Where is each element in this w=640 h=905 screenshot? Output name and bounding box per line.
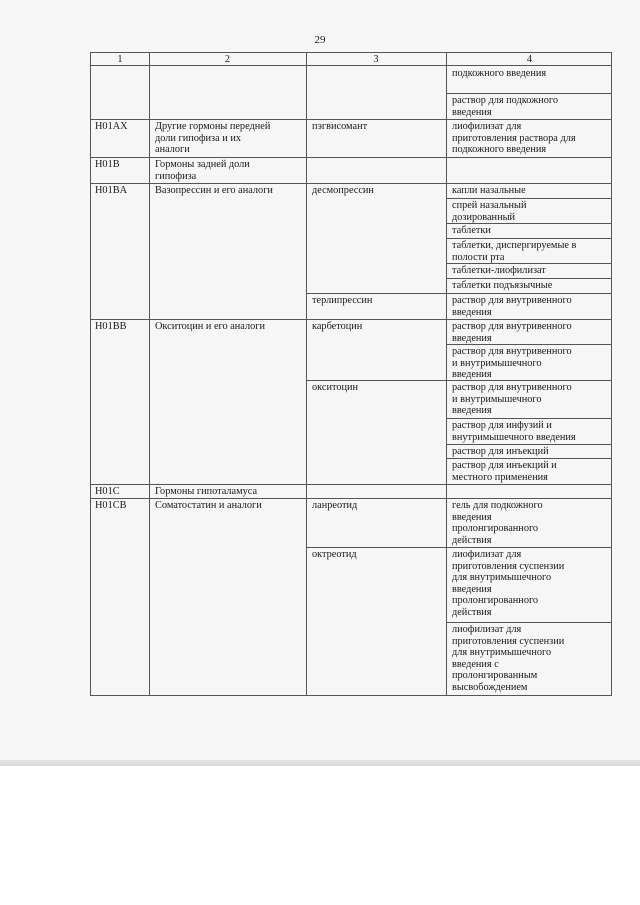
form-cell: капли назальные [452,185,526,196]
group-name: Гормоны гипоталамуса [155,486,258,497]
atc-code: H01CB [95,500,127,511]
form-divider [446,223,611,224]
form-cell: таблетки, диспергируемые в полости рта [452,240,577,263]
form-divider [446,622,611,623]
form-divider [446,458,611,459]
form-cell: раствор для подкожного введения [452,95,559,118]
form-cell: таблетки [452,225,491,236]
group-name: Другие гормоны передней доли гипофиза и их аналоги [155,121,271,156]
column-divider [149,53,150,695]
column-divider [446,53,447,695]
row-divider [91,484,611,485]
group-name: Вазопрессин и его аналоги [155,185,273,196]
form-cell: раствор для внутривенного и внутримышечного введения [452,346,572,381]
header-col-4: 4 [526,54,533,65]
atc-code: H01BB [95,321,127,332]
row-divider [446,93,611,94]
drug-name: карбетоцин [312,321,363,332]
form-divider [446,238,611,239]
group-name: Гормоны задней доли гипофиза [155,159,250,182]
drug-name: октреотид [312,549,357,560]
form-cell: лиофилизат для приготовления суспензии для внутримышечного введения с пролонгированным высвобождением [452,624,565,693]
form-cell: раствор для внутривенного введения [452,295,572,318]
row-divider [91,498,611,499]
atc-code: H01C [95,486,120,497]
drug-divider [306,293,611,294]
atc-code: H01B [95,159,120,170]
drug-table [90,52,612,696]
group-name: Окситоцин и его аналоги [155,321,265,332]
row-divider [91,119,611,120]
form-cell: таблетки-лиофилизат [452,265,546,276]
header-col-1: 1 [117,54,123,65]
row-divider [91,183,611,184]
scan-edge [0,760,640,766]
form-divider [446,198,611,199]
drug-name: окситоцин [312,382,359,393]
header-col-3: 3 [373,54,379,65]
drug-divider [306,547,611,548]
form-divider [446,444,611,445]
form-divider [446,344,611,345]
atc-code: H01BA [95,185,128,196]
group-name: Соматостатин и аналоги [155,500,262,511]
row-divider [91,157,611,158]
form-cell: таблетки подъязычные [452,280,553,291]
drug-divider [306,380,611,381]
column-divider [306,53,307,695]
drug-name: терлипрессин [312,295,373,306]
form-cell: раствор для инфузий и внутримышечного введения [452,420,576,443]
drug-name: пэгвисомант [312,121,368,132]
form-cell: лиофилизат для приготовления раствора для подкожного введения [452,121,576,156]
form-divider [446,418,611,419]
form-cell: раствор для внутривенного введения [452,321,572,344]
row-divider [91,319,611,320]
form-cell: подкожного введения [452,68,547,79]
drug-name: ланреотид [312,500,358,511]
form-divider [446,263,611,264]
form-cell: раствор для инъекций и местного применения [452,460,557,483]
form-cell: гель для подкожного введения пролонгированного действия [452,500,543,546]
header-col-2: 2 [224,54,231,65]
form-cell: раствор для внутривенного и внутримышечного введения [452,382,572,417]
header-divider [91,65,611,66]
form-cell: раствор для инъекций [452,446,549,457]
atc-code: H01AX [95,121,128,132]
page-number: 29 [314,34,326,46]
form-cell: спрей назальный дозированный [452,200,527,223]
form-divider [446,278,611,279]
drug-name: десмопрессин [312,185,374,196]
form-cell: лиофилизат для приготовления суспензии для внутримышечного введения пролонгированного действия [452,549,565,618]
